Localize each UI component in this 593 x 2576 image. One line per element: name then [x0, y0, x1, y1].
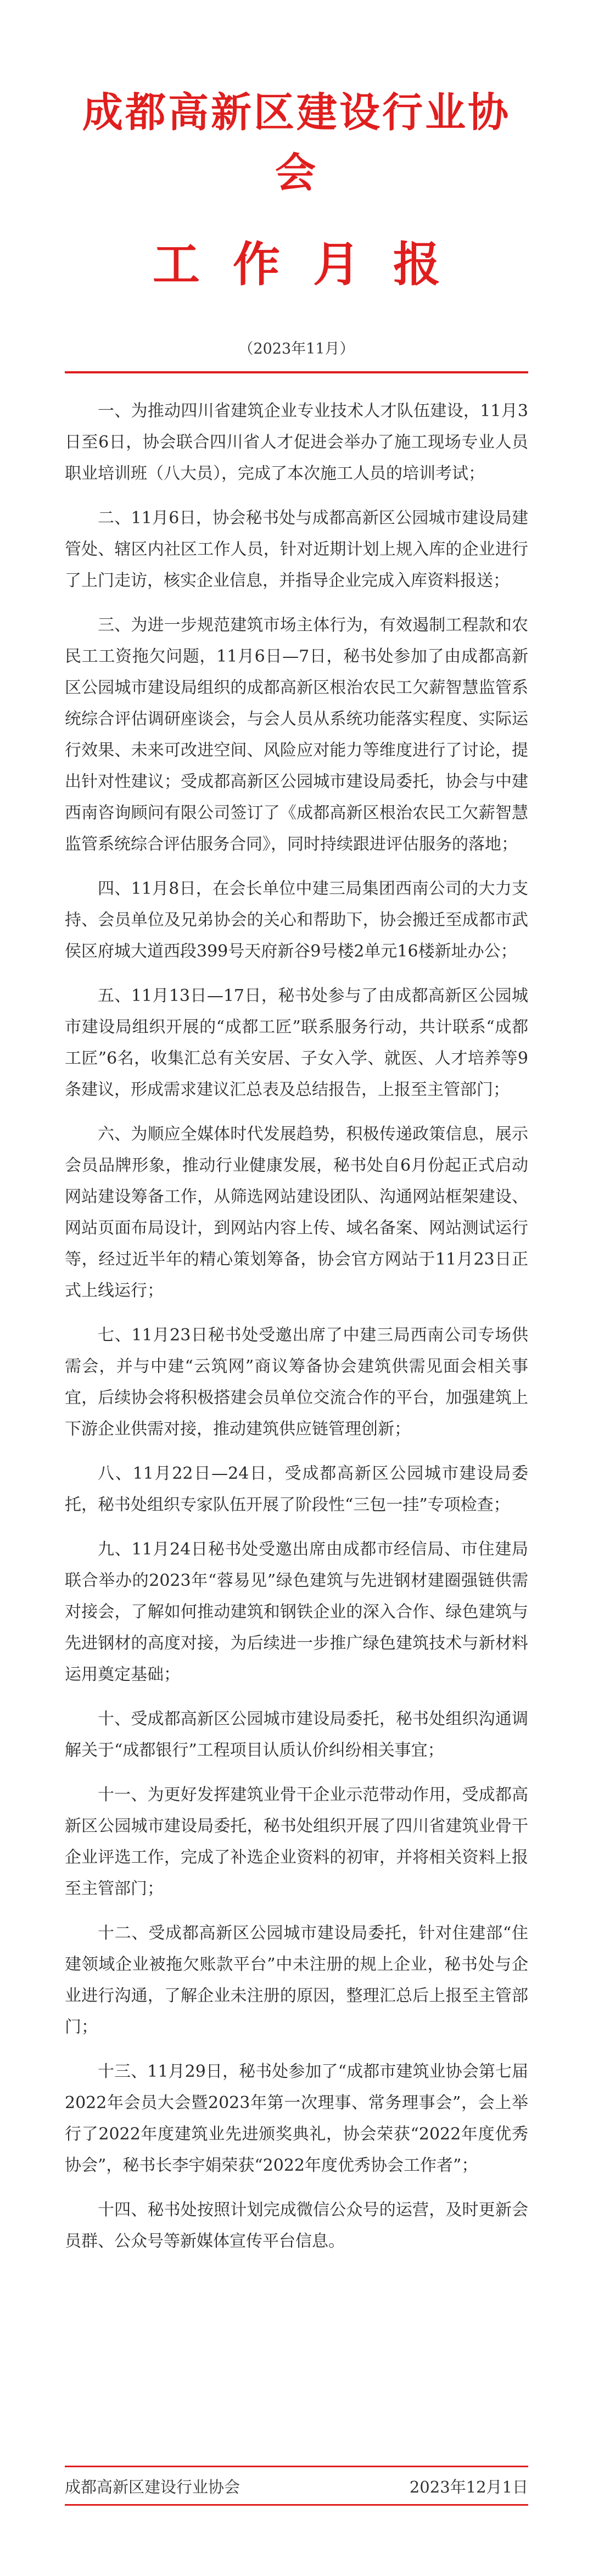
report-item-6: 六、为顺应全媒体时代发展趋势，积极传递政策信息，展示会员品牌形象，推动行业健康发展，秘书处自6月份起正式启动网站建设筹备工作，从筛选网站建设团队、沟通网站框架建设、网站页面布局设计，到网站内容上传、域名备案、网站测试运行等，经过近半年的精心策划筹备，协会官方网站于11月23日正式上线运行；	[65, 1125, 528, 1300]
report-item-8: 八、11月22日—24日，受成都高新区公园城市建设局委托，秘书处组织专家队伍开展了阶段性“三包一挂”专项检查；	[65, 1464, 528, 1515]
issue-date: （2023年11月）	[238, 340, 355, 357]
report-item-7: 七、11月23日秘书处受邀出席了中建三局西南公司专场供需会，并与中建“云筑网”商议筹备协会建筑供需见面会相关事宜，后续协会将积极搭建会员单位交流合作的平台，加强建筑上下游企业供需对接，推动建筑供应链管理创新；	[65, 1326, 528, 1439]
report-item-2: 二、11月6日，协会秘书处与成都高新区公园城市建设局建管处、辖区内社区工作人员，针对近期计划上规入库的企业进行了上门走访，核实企业信息，并指导企业完成入库资料报送；	[65, 509, 528, 590]
report-item-4: 四、11月8日，在会长单位中建三局集团西南公司的大力支持、会员单位及兄弟协会的关心和帮助下，协会搬迁至成都市武侯区府城大道西段399号天府新谷9号楼2单元16楼新址办公；	[65, 879, 528, 961]
report-item-10: 十、受成都高新区公园城市建设局委托，秘书处组织沟通调解关于“成都银行”工程项目认质认价纠纷相关事宜；	[65, 1709, 528, 1760]
footer	[65, 2471, 528, 2501]
report-body	[65, 395, 528, 2257]
footer-bottom-divider	[65, 2504, 528, 2506]
footer-organization: 成都高新区建设行业协会	[65, 2477, 240, 2496]
report-item-5: 五、11月13日—17日，秘书处参与了由成都高新区公园城市建设局组织开展的“成都工匠”联系服务行动，共计联系“成都工匠”6名，收集汇总有关安居、子女入学、就医、人才培养等9条建议，形成需求建议汇总表及总结报告，上报至主管部门；	[65, 986, 528, 1099]
report-item-1: 一、为推动四川省建筑企业专业技术人才队伍建设，11月3日至6日，协会联合四川省人才促进会举办了施工现场专业人员职业培训班（八大员），完成了本次施工人员的培训考试；	[65, 401, 528, 483]
organization-title: 成都高新区建设行业协会	[82, 89, 511, 197]
report-item-13: 十三、11月29日，秘书处参加了“成都市建筑业协会第七届2022年会员大会暨2023年第一次理事、常务理事会”，会上举行了2022年度建筑业先进颁奖典礼，协会荣获“2022年度优秀协会”，秘书长李宇娟荣获“2022年度优秀协会工作者”；	[65, 2062, 528, 2175]
header-divider	[65, 371, 528, 373]
footer-top-divider	[65, 2466, 528, 2467]
report-item-11: 十一、为更好发挥建筑业骨干企业示范带动作用，受成都高新区公园城市建设局委托，秘书处组织开展了四川省建筑业骨干企业评选工作，完成了补选企业资料的初审，并将相关资料上报至主管部门；	[65, 1785, 528, 1898]
report-item-3: 三、为进一步规范建筑市场主体行为，有效遏制工程款和农民工工资拖欠问题，11月6日—7日，秘书处参加了由成都高新区公园城市建设局组织的成都高新区根治农民工欠薪智慧监管系统综合评估调研座谈会，与会人员从系统功能落实程度、实际运行效果、未来可改进空间、风险应对能力等维度进行了讨论，提出针对性建议；受成都高新区公园城市建设局委托，协会与中建西南咨询顾问有限公司签订了《成都高新区根治农民工欠薪智慧监管系统综合评估服务合同》，同时持续跟进评估服务的落地；	[65, 616, 528, 854]
report-item-9: 九、11月24日秘书处受邀出席由成都市经信局、市住建局联合举办的2023年“蓉易见”绿色建筑与先进钢材建圈强链供需对接会，了解如何推动建筑和钢铁企业的深入合作、绿色建筑与先进钢材的高度对接，为后续进一步推广绿色建筑技术与新材料运用奠定基础；	[65, 1540, 528, 1684]
report-item-12: 十二、受成都高新区公园城市建设局委托，针对住建部“住建领域企业被拖欠账款平台”中未注册的规上企业，秘书处与企业进行沟通，了解企业未注册的原因，整理汇总后上报至主管部门；	[65, 1924, 528, 2037]
report-item-14: 十四、秘书处按照计划完成微信公众号的运营，及时更新会员群、公众号等新媒体宣传平台信息。	[65, 2200, 528, 2251]
report-title: 工作月报	[153, 237, 473, 292]
footer-date: 2023年12月1日	[409, 2477, 528, 2496]
